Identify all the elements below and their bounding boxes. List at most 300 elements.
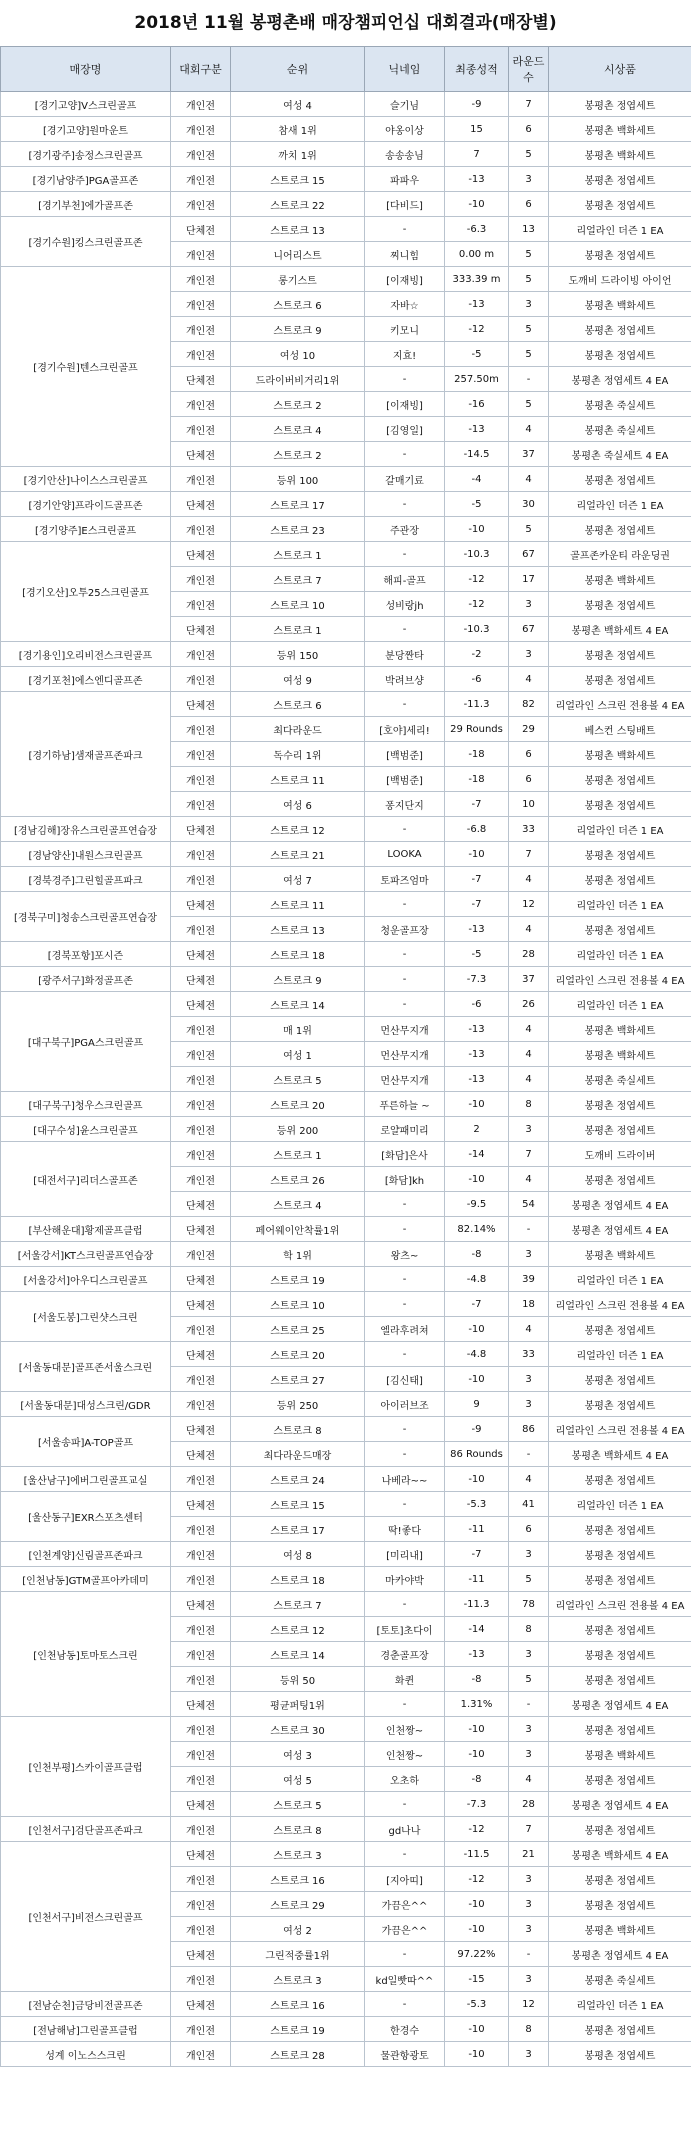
cell-rounds: 3 xyxy=(509,1742,549,1767)
cell-store: [대구수성]윤스크린골프 xyxy=(1,1117,171,1142)
cell-score: -7 xyxy=(445,867,509,892)
cell-type: 개인전 xyxy=(171,1117,231,1142)
table-row xyxy=(1,1567,691,1592)
cell-score: 82.14% xyxy=(445,1217,509,1242)
cell-prize: 베스컨 스팅배트 xyxy=(549,717,691,742)
cell-prize: 봉평촌 정엽세트 xyxy=(549,1517,691,1542)
cell-nickname: 슬기님 xyxy=(365,92,445,117)
cell-score: -9 xyxy=(445,1417,509,1442)
cell-prize: 봉평촌 정엽세트 4 EA xyxy=(549,1792,691,1817)
cell-nickname: 청운골프장 xyxy=(365,917,445,942)
cell-type: 단체전 xyxy=(171,1842,231,1867)
cell-type: 단체전 xyxy=(171,1217,231,1242)
header-prize: 시상품 xyxy=(549,47,691,92)
cell-prize: 리얼라인 스크린 전용볼 4 EA xyxy=(549,1592,691,1617)
cell-nickname: - xyxy=(365,1592,445,1617)
cell-prize: 골프존카운티 라운딩권 xyxy=(549,542,691,567)
table-row xyxy=(1,817,691,842)
cell-score: -12 xyxy=(445,1817,509,1842)
cell-store: [서울도봉]그린샷스크린 xyxy=(1,1292,171,1342)
cell-prize: 봉평촌 정엽세트 xyxy=(549,1617,691,1642)
cell-nickname: - xyxy=(365,1217,445,1242)
cell-store: [울산남구]에버그린골프교실 xyxy=(1,1467,171,1492)
cell-rounds: 4 xyxy=(509,1042,549,1067)
cell-score: -13 xyxy=(445,292,509,317)
table-row xyxy=(1,542,691,567)
cell-rounds: 4 xyxy=(509,1467,549,1492)
table-row xyxy=(1,967,691,992)
cell-type: 개인전 xyxy=(171,717,231,742)
cell-rounds: 8 xyxy=(509,1092,549,1117)
cell-score: -10 xyxy=(445,1367,509,1392)
cell-nickname: 파파우 xyxy=(365,167,445,192)
cell-score: 15 xyxy=(445,117,509,142)
cell-nickname: 성비랑jh xyxy=(365,592,445,617)
cell-score: 2 xyxy=(445,1117,509,1142)
cell-rank: 스트로크 8 xyxy=(231,1817,365,1842)
cell-rank: 스트로크 3 xyxy=(231,1842,365,1867)
cell-rounds: 4 xyxy=(509,1317,549,1342)
table-row xyxy=(1,1267,691,1292)
cell-rank: 스트로크 1 xyxy=(231,617,365,642)
cell-rounds: 67 xyxy=(509,617,549,642)
cell-score: -11.3 xyxy=(445,1592,509,1617)
cell-store: [인천남동]GTM골프아카데미 xyxy=(1,1567,171,1592)
cell-nickname: 가끔은^^ xyxy=(365,1892,445,1917)
cell-prize: 봉평촌 정엽세트 xyxy=(549,2017,691,2042)
table-row xyxy=(1,692,691,717)
cell-nickname: 인천짱~ xyxy=(365,1717,445,1742)
cell-score: -9.5 xyxy=(445,1192,509,1217)
table-row xyxy=(1,1492,691,1517)
cell-nickname: - xyxy=(365,542,445,567)
cell-score: 7 xyxy=(445,142,509,167)
cell-nickname: 키모니 xyxy=(365,317,445,342)
cell-type: 개인전 xyxy=(171,667,231,692)
cell-prize: 봉평촌 정엽세트 xyxy=(549,1317,691,1342)
cell-rank: 스트로크 17 xyxy=(231,1517,365,1542)
cell-type: 단체전 xyxy=(171,1442,231,1467)
cell-score: -14 xyxy=(445,1617,509,1642)
cell-type: 개인전 xyxy=(171,1667,231,1692)
cell-prize: 봉평촌 죽실세트 xyxy=(549,392,691,417)
cell-nickname: [김영일] xyxy=(365,417,445,442)
cell-type: 개인전 xyxy=(171,1092,231,1117)
cell-rounds: 4 xyxy=(509,917,549,942)
cell-store: [대구북구]청우스크린골프 xyxy=(1,1092,171,1117)
cell-type: 단체전 xyxy=(171,1592,231,1617)
table-row xyxy=(1,1117,691,1142)
cell-store: [경남양산]내원스크린골프 xyxy=(1,842,171,867)
cell-rank: 스트로크 1 xyxy=(231,542,365,567)
cell-rounds: 33 xyxy=(509,817,549,842)
cell-nickname: 인천짱~ xyxy=(365,1742,445,1767)
cell-rank: 스트로크 21 xyxy=(231,842,365,867)
cell-prize: 봉평촌 정엽세트 xyxy=(549,317,691,342)
cell-rank: 평균퍼팅1위 xyxy=(231,1692,365,1717)
cell-prize: 봉평촌 정엽세트 xyxy=(549,1892,691,1917)
table-row xyxy=(1,1417,691,1442)
cell-type: 개인전 xyxy=(171,767,231,792)
cell-rounds: 18 xyxy=(509,1292,549,1317)
cell-rank: 최다라운드매장 xyxy=(231,1442,365,1467)
cell-rounds: 3 xyxy=(509,1892,549,1917)
cell-score: -14 xyxy=(445,1142,509,1167)
table-row xyxy=(1,1842,691,1867)
table-row xyxy=(1,942,691,967)
cell-nickname: - xyxy=(365,1442,445,1467)
cell-rank: 스트로크 9 xyxy=(231,967,365,992)
cell-rank: 여성 5 xyxy=(231,1767,365,1792)
cell-rank: 최다라운드 xyxy=(231,717,365,742)
table-row xyxy=(1,1292,691,1317)
cell-rank: 스트로크 2 xyxy=(231,442,365,467)
cell-type: 개인전 xyxy=(171,1042,231,1067)
header-rounds: 라운드수 xyxy=(509,47,549,92)
cell-store: [경기남양주]PGA골프존 xyxy=(1,167,171,192)
header-store: 매장명 xyxy=(1,47,171,92)
cell-rank: 스트로크 8 xyxy=(231,1417,365,1442)
cell-nickname: 로얄패미리 xyxy=(365,1117,445,1142)
cell-prize: 도깨비 드라이빙 아이언 xyxy=(549,267,691,292)
cell-type: 개인전 xyxy=(171,1617,231,1642)
header-rank: 순위 xyxy=(231,47,365,92)
cell-rank: 스트로크 12 xyxy=(231,817,365,842)
cell-store: [서울송파]A-TOP골프 xyxy=(1,1417,171,1467)
cell-type: 단체전 xyxy=(171,442,231,467)
cell-prize: 리얼라인 더즌 1 EA xyxy=(549,942,691,967)
cell-score: -7 xyxy=(445,1542,509,1567)
cell-type: 단체전 xyxy=(171,1942,231,1967)
cell-store: [경기양주]E스크린골프 xyxy=(1,517,171,542)
cell-rank: 학 1위 xyxy=(231,1242,365,1267)
cell-store: [경기안산]나이스스크린골프 xyxy=(1,467,171,492)
cell-store: [경기하남]샘재골프존파크 xyxy=(1,692,171,817)
cell-store: [인천서구]검단골프존파크 xyxy=(1,1817,171,1842)
cell-rounds: 5 xyxy=(509,1667,549,1692)
cell-score: -8 xyxy=(445,1242,509,1267)
cell-rounds: 3 xyxy=(509,292,549,317)
page-title: 2018년 11월 봉평촌배 매장챔피언십 대회결과(매장별) xyxy=(134,13,557,33)
cell-score: 9 xyxy=(445,1392,509,1417)
table-row xyxy=(1,842,691,867)
cell-prize: 봉평촌 백화세트 xyxy=(549,742,691,767)
cell-type: 단체전 xyxy=(171,967,231,992)
cell-rank: 등위 250 xyxy=(231,1392,365,1417)
cell-type: 개인전 xyxy=(171,392,231,417)
cell-score: -12 xyxy=(445,317,509,342)
cell-nickname: - xyxy=(365,967,445,992)
cell-nickname: [화담]은사 xyxy=(365,1142,445,1167)
cell-rank: 스트로크 3 xyxy=(231,1967,365,1992)
cell-prize: 리얼라인 더즌 1 EA xyxy=(549,892,691,917)
cell-prize: 봉평촌 백화세트 4 EA xyxy=(549,1842,691,1867)
cell-rounds: 28 xyxy=(509,1792,549,1817)
cell-rank: 롱기스트 xyxy=(231,267,365,292)
cell-rounds: 5 xyxy=(509,392,549,417)
cell-store: [경기고양]원마운트 xyxy=(1,117,171,142)
cell-score: -11.3 xyxy=(445,692,509,717)
cell-score: -10.3 xyxy=(445,617,509,642)
cell-rank: 스트로크 13 xyxy=(231,917,365,942)
cell-rank: 스트로크 28 xyxy=(231,2042,365,2067)
cell-rank: 스트로크 4 xyxy=(231,417,365,442)
cell-prize: 봉평촌 정엽세트 xyxy=(549,167,691,192)
cell-prize: 봉평촌 정엽세트 xyxy=(549,1717,691,1742)
cell-nickname: - xyxy=(365,817,445,842)
cell-prize: 봉평촌 백화세트 xyxy=(549,1017,691,1042)
cell-type: 단체전 xyxy=(171,217,231,242)
cell-prize: 봉평촌 정엽세트 xyxy=(549,92,691,117)
cell-type: 단체전 xyxy=(171,617,231,642)
cell-nickname: 박려브샹 xyxy=(365,667,445,692)
cell-nickname: 토파즈엄마 xyxy=(365,867,445,892)
cell-rounds: 5 xyxy=(509,142,549,167)
cell-prize: 봉평촌 정엽세트 xyxy=(549,592,691,617)
cell-type: 단체전 xyxy=(171,1417,231,1442)
cell-prize: 봉평촌 백화세트 xyxy=(549,1042,691,1067)
cell-type: 개인전 xyxy=(171,1392,231,1417)
cell-rounds: 5 xyxy=(509,242,549,267)
cell-prize: 봉평촌 정엽세트 xyxy=(549,1117,691,1142)
cell-score: -10 xyxy=(445,1892,509,1917)
cell-rounds: 6 xyxy=(509,1517,549,1542)
cell-rank: 여성 8 xyxy=(231,1542,365,1567)
cell-rounds: 5 xyxy=(509,267,549,292)
cell-prize: 도깨비 드라이버 xyxy=(549,1142,691,1167)
cell-prize: 리얼라인 더즌 1 EA xyxy=(549,1492,691,1517)
cell-score: -7.3 xyxy=(445,967,509,992)
cell-rounds: - xyxy=(509,1942,549,1967)
cell-rank: 스트로크 20 xyxy=(231,1092,365,1117)
cell-nickname: 찌니힘 xyxy=(365,242,445,267)
cell-store: [인천부평]스카이골프클럽 xyxy=(1,1717,171,1817)
cell-type: 단체전 xyxy=(171,542,231,567)
cell-type: 단체전 xyxy=(171,1992,231,2017)
cell-prize: 봉평촌 정엽세트 4 EA xyxy=(549,367,691,392)
cell-nickname: 화퀸 xyxy=(365,1667,445,1692)
cell-score: -10 xyxy=(445,1167,509,1192)
cell-type: 개인전 xyxy=(171,567,231,592)
cell-nickname: 퐁지단지 xyxy=(365,792,445,817)
cell-prize: 봉평촌 정엽세트 xyxy=(549,1467,691,1492)
cell-rounds: 4 xyxy=(509,1167,549,1192)
cell-rounds: 8 xyxy=(509,1617,549,1642)
cell-nickname: - xyxy=(365,217,445,242)
cell-store: [전남해남]그린골프클럽 xyxy=(1,2017,171,2042)
cell-rounds: 41 xyxy=(509,1492,549,1517)
cell-rank: 독수리 1위 xyxy=(231,742,365,767)
cell-type: 단체전 xyxy=(171,892,231,917)
cell-rounds: 3 xyxy=(509,1917,549,1942)
cell-type: 개인전 xyxy=(171,1867,231,1892)
cell-score: -10 xyxy=(445,2042,509,2067)
table-row xyxy=(1,1342,691,1367)
cell-store: [경기오산]오투25스크린골프 xyxy=(1,542,171,642)
cell-rounds: 4 xyxy=(509,667,549,692)
cell-rounds: 6 xyxy=(509,767,549,792)
cell-score: -7 xyxy=(445,1292,509,1317)
cell-nickname: - xyxy=(365,1267,445,1292)
cell-rounds: 3 xyxy=(509,2042,549,2067)
cell-score: -10 xyxy=(445,1742,509,1767)
cell-score: -4 xyxy=(445,467,509,492)
cell-rank: 여성 4 xyxy=(231,92,365,117)
table-row xyxy=(1,1217,691,1242)
table-row xyxy=(1,1542,691,1567)
cell-nickname: - xyxy=(365,442,445,467)
cell-nickname: [토토]초다이 xyxy=(365,1617,445,1642)
cell-nickname: [다비드] xyxy=(365,192,445,217)
cell-rank: 스트로크 23 xyxy=(231,517,365,542)
cell-score: -10 xyxy=(445,1317,509,1342)
cell-rank: 스트로크 4 xyxy=(231,1192,365,1217)
cell-type: 개인전 xyxy=(171,142,231,167)
header-type: 대회구분 xyxy=(171,47,231,92)
cell-score: -13 xyxy=(445,417,509,442)
cell-rank: 페어웨이안착률1위 xyxy=(231,1217,365,1242)
cell-store: [서울동대문]대성스크린/GDR xyxy=(1,1392,171,1417)
cell-prize: 봉평촌 정엽세트 xyxy=(549,1092,691,1117)
cell-type: 개인전 xyxy=(171,1367,231,1392)
cell-nickname: kd일빳따^^ xyxy=(365,1967,445,1992)
cell-rounds: 7 xyxy=(509,1817,549,1842)
cell-rank: 스트로크 14 xyxy=(231,992,365,1017)
cell-rounds: 7 xyxy=(509,1142,549,1167)
cell-nickname: 왕츠~ xyxy=(365,1242,445,1267)
cell-rounds: 6 xyxy=(509,192,549,217)
cell-nickname: - xyxy=(365,942,445,967)
cell-prize: 봉평촌 백화세트 xyxy=(549,142,691,167)
table-row xyxy=(1,992,691,1017)
cell-store: [경남김해]장유스크린골프연습장 xyxy=(1,817,171,842)
cell-type: 단체전 xyxy=(171,367,231,392)
cell-type: 단체전 xyxy=(171,1267,231,1292)
cell-nickname: 가끔은^^ xyxy=(365,1917,445,1942)
cell-prize: 리얼라인 더즌 1 EA xyxy=(549,817,691,842)
cell-nickname: - xyxy=(365,692,445,717)
cell-type: 개인전 xyxy=(171,1917,231,1942)
cell-prize: 리얼라인 스크린 전용볼 4 EA xyxy=(549,692,691,717)
cell-rank: 스트로크 18 xyxy=(231,1567,365,1592)
cell-rank: 스트로크 7 xyxy=(231,567,365,592)
cell-score: -11.5 xyxy=(445,1842,509,1867)
cell-nickname: LOOKA xyxy=(365,842,445,867)
cell-rank: 스트로크 6 xyxy=(231,692,365,717)
cell-type: 개인전 xyxy=(171,792,231,817)
cell-rank: 스트로크 11 xyxy=(231,767,365,792)
cell-rounds: 3 xyxy=(509,1117,549,1142)
cell-nickname: - xyxy=(365,1692,445,1717)
cell-rounds: 3 xyxy=(509,1542,549,1567)
cell-rounds: - xyxy=(509,1692,549,1717)
cell-score: -4.8 xyxy=(445,1342,509,1367)
cell-rank: 스트로크 7 xyxy=(231,1592,365,1617)
cell-type: 단체전 xyxy=(171,992,231,1017)
cell-type: 단체전 xyxy=(171,692,231,717)
cell-prize: 봉평촌 백화세트 xyxy=(549,567,691,592)
cell-rounds: 37 xyxy=(509,442,549,467)
cell-prize: 봉평촌 정엽세트 xyxy=(549,517,691,542)
cell-type: 개인전 xyxy=(171,2042,231,2067)
cell-score: 0.00 m xyxy=(445,242,509,267)
cell-type: 개인전 xyxy=(171,592,231,617)
cell-type: 개인전 xyxy=(171,342,231,367)
cell-rounds: 5 xyxy=(509,342,549,367)
cell-store: [경기용인]오리비전스크린골프 xyxy=(1,642,171,667)
cell-rounds: 4 xyxy=(509,417,549,442)
cell-store: [인천서구]비전스크린골프 xyxy=(1,1842,171,1992)
cell-rank: 까치 1위 xyxy=(231,142,365,167)
cell-type: 개인전 xyxy=(171,1542,231,1567)
cell-nickname: - xyxy=(365,1942,445,1967)
cell-rank: 스트로크 19 xyxy=(231,2017,365,2042)
cell-store: [경기포천]에스엔디골프존 xyxy=(1,667,171,692)
cell-prize: 리얼라인 더즌 1 EA xyxy=(549,1342,691,1367)
cell-type: 개인전 xyxy=(171,167,231,192)
cell-score: -7.3 xyxy=(445,1792,509,1817)
cell-score: -7 xyxy=(445,792,509,817)
cell-nickname: - xyxy=(365,892,445,917)
cell-rank: 스트로크 20 xyxy=(231,1342,365,1367)
cell-nickname: - xyxy=(365,1842,445,1867)
cell-rank: 여성 3 xyxy=(231,1742,365,1767)
cell-nickname: [화담]kh xyxy=(365,1167,445,1192)
cell-score: -10.3 xyxy=(445,542,509,567)
cell-rank: 여성 9 xyxy=(231,667,365,692)
cell-rank: 그린적중률1위 xyxy=(231,1942,365,1967)
cell-rounds: 4 xyxy=(509,1767,549,1792)
cell-score: -5 xyxy=(445,942,509,967)
cell-nickname: gd나나 xyxy=(365,1817,445,1842)
table-row xyxy=(1,267,691,292)
cell-store: [서울동대문]골프존서울스크린 xyxy=(1,1342,171,1392)
cell-prize: 봉평촌 정엽세트 xyxy=(549,1767,691,1792)
cell-rounds: 4 xyxy=(509,1017,549,1042)
cell-prize: 봉평촌 정엽세트 xyxy=(549,842,691,867)
cell-store: [서울강서]KT스크린골프연습장 xyxy=(1,1242,171,1267)
cell-type: 개인전 xyxy=(171,742,231,767)
cell-score: 257.50m xyxy=(445,367,509,392)
cell-rank: 여성 6 xyxy=(231,792,365,817)
cell-score: -5 xyxy=(445,492,509,517)
cell-rounds: 3 xyxy=(509,1367,549,1392)
cell-rounds: 3 xyxy=(509,642,549,667)
cell-prize: 봉평촌 정엽세트 xyxy=(549,242,691,267)
cell-store: [대전서구]리더스골프존 xyxy=(1,1142,171,1217)
cell-prize: 봉평촌 백화세트 xyxy=(549,1242,691,1267)
cell-store: [경기수원]텐스크린골프 xyxy=(1,267,171,467)
cell-score: -13 xyxy=(445,1067,509,1092)
cell-rank: 스트로크 2 xyxy=(231,392,365,417)
cell-rank: 스트로크 16 xyxy=(231,1992,365,2017)
cell-rounds: 13 xyxy=(509,217,549,242)
cell-type: 개인전 xyxy=(171,192,231,217)
cell-rank: 스트로크 11 xyxy=(231,892,365,917)
cell-rounds: 82 xyxy=(509,692,549,717)
cell-score: -10 xyxy=(445,1467,509,1492)
cell-score: -18 xyxy=(445,742,509,767)
cell-rank: 드라이버비거리1위 xyxy=(231,367,365,392)
cell-prize: 봉평촌 백화세트 xyxy=(549,1917,691,1942)
table-row xyxy=(1,1592,691,1617)
cell-score: -7 xyxy=(445,892,509,917)
cell-type: 개인전 xyxy=(171,1742,231,1767)
cell-prize: 봉평촌 정엽세트 4 EA xyxy=(549,1192,691,1217)
cell-prize: 봉평촌 정엽세트 4 EA xyxy=(549,1217,691,1242)
cell-score: 86 Rounds xyxy=(445,1442,509,1467)
cell-store: [경기안양]프라이드골프존 xyxy=(1,492,171,517)
